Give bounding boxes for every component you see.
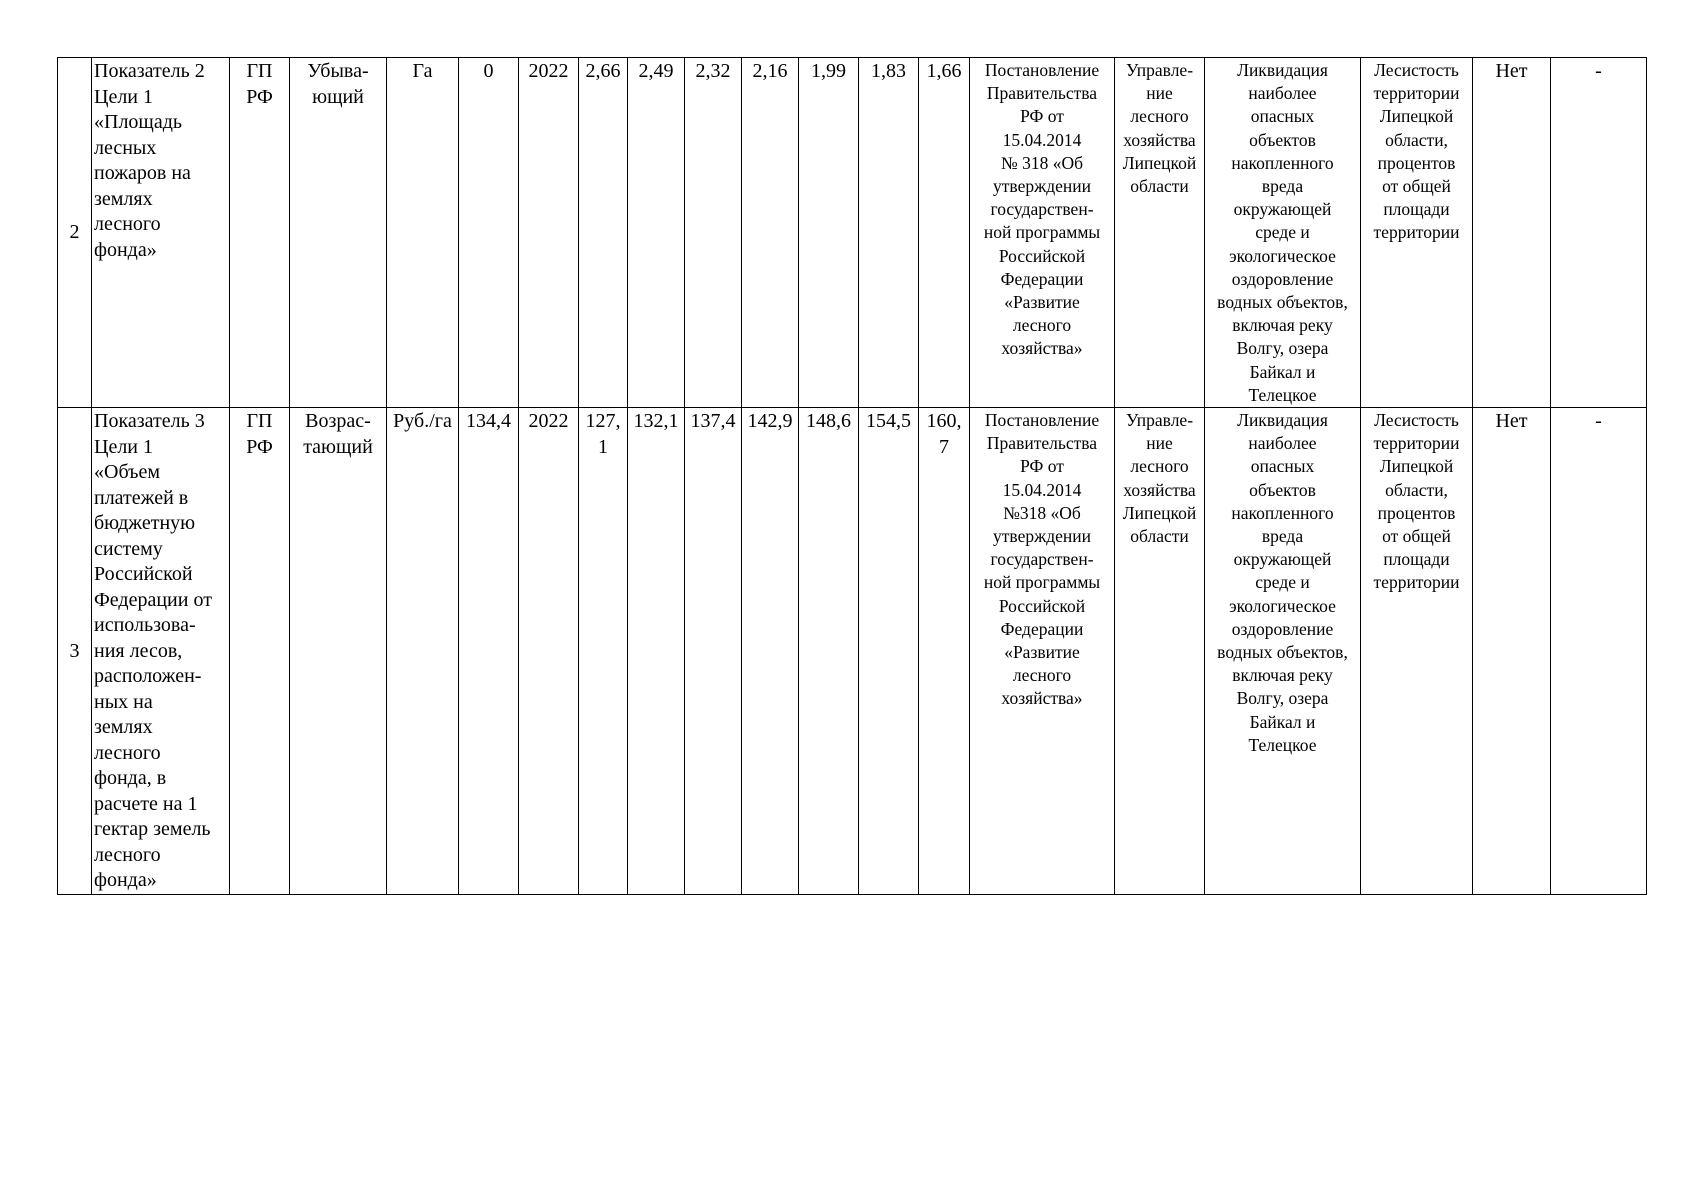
linked-indicator-line: процентов	[1377, 502, 1456, 523]
linked-project-line: Ликвидация	[1237, 410, 1328, 431]
linked-indicator-line: площади	[1383, 549, 1450, 570]
indicator-name-line: систему	[94, 537, 163, 560]
period-value-7-line: 160,	[926, 410, 962, 433]
responsible-body-line: области	[1130, 176, 1189, 197]
trend-direction-line: тающий	[303, 435, 373, 458]
linked-project-line: вреда	[1261, 176, 1304, 197]
trend-direction	[290, 408, 387, 895]
linked-project-line: Телецкое	[1248, 734, 1317, 755]
indicator-name-line: лесного	[94, 843, 161, 866]
source-document-line: лесного	[1012, 315, 1072, 336]
linked-indicator-line: площади	[1383, 199, 1450, 220]
row-number: 2	[58, 58, 92, 408]
program-level	[230, 408, 290, 895]
source-document	[970, 58, 1115, 408]
period-value-3-line: 137,4	[690, 410, 736, 433]
trend-direction-line: Возрас-	[305, 410, 371, 433]
indicator-name-line: Показатель 3	[94, 410, 205, 433]
source-document-line: № 318 «Об	[1001, 152, 1083, 173]
source-document-line: государствен-	[990, 549, 1094, 570]
indicator-name-line: «Площадь	[94, 111, 182, 133]
linked-indicator-line: Лесистость	[1374, 60, 1459, 80]
responsible-body	[1115, 408, 1205, 895]
trend-direction	[290, 58, 387, 408]
responsible-body-line: лесного	[1130, 106, 1189, 127]
linked-project-line: окружающей	[1233, 549, 1332, 570]
linked-indicator-line: области,	[1385, 129, 1448, 150]
responsible-body	[1115, 58, 1205, 408]
linked-project-line: среде и	[1255, 572, 1310, 593]
indicator-name-line: Российской	[94, 563, 193, 586]
linked-project-line: оздоровление	[1231, 268, 1334, 289]
base-value	[459, 408, 519, 895]
period-value-1-line: 127,	[585, 410, 621, 433]
source-document-line: 15.04.2014	[1002, 479, 1082, 500]
linked-project-line: водных объектов,	[1217, 642, 1348, 663]
period-value-4-line: 2,16	[752, 60, 788, 82]
program-level-line: ГП	[246, 410, 273, 433]
row-number: 3	[58, 408, 92, 895]
program-level-line: РФ	[246, 85, 273, 108]
period-value-6	[859, 58, 919, 408]
linked-project	[1205, 408, 1361, 895]
period-value-2-line: 2,49	[638, 60, 674, 82]
indicator-name-line: фонда»	[94, 238, 157, 261]
table-row	[58, 58, 1647, 408]
linked-project-line: Байкал и	[1249, 711, 1316, 732]
linked-project-line: опасных	[1250, 106, 1315, 127]
period-value-7-line: 1,66	[926, 60, 962, 82]
linked-project-line: вреда	[1261, 526, 1304, 547]
linked-project-line: экологическое	[1229, 245, 1336, 266]
source-document-line: «Развитие	[1004, 292, 1080, 313]
trend-direction-line: Убыва-	[307, 60, 369, 82]
indicator-name-line: землях	[94, 187, 153, 210]
indicator-name-line: пожаров на	[94, 162, 191, 184]
period-value-6	[859, 408, 919, 895]
period-value-3	[685, 58, 742, 408]
indicator-name-line: ных на	[94, 690, 153, 713]
indicator-name-line: расположен-	[94, 665, 202, 688]
linked-project-line: оздоровление	[1231, 618, 1334, 639]
indicator-name-line: ния лесов,	[94, 639, 183, 662]
source-document-line: лесного	[1012, 665, 1072, 686]
indicator-name-line: землях	[94, 716, 153, 739]
linked-indicator-line: Липецкой	[1379, 106, 1454, 127]
linked-project-line: накопленного	[1231, 502, 1334, 523]
linked-project-line: Волгу, озера	[1236, 688, 1329, 709]
linked-project-line: экологическое	[1229, 595, 1336, 616]
indicator-name	[92, 408, 230, 895]
indicator-name-line: бюджетную	[94, 512, 196, 535]
unit-of-measure	[387, 58, 459, 408]
period-value-3-line: 2,32	[695, 60, 731, 82]
linked-project-line: накопленного	[1231, 152, 1334, 173]
linked-indicator-line: Лесистость	[1374, 410, 1459, 431]
period-value-5	[799, 58, 859, 408]
unit-of-measure-line: Руб./га	[393, 410, 452, 433]
unit-of-measure	[387, 408, 459, 895]
indicator-name-line: Показатель 2	[94, 60, 205, 82]
indicator-name-line: платежей в	[94, 486, 189, 509]
table-row	[58, 408, 1647, 895]
source-document-line: РФ от	[1020, 106, 1064, 127]
program-level	[230, 58, 290, 408]
source-document-line: хозяйства»	[1001, 338, 1083, 359]
period-value-5	[799, 408, 859, 895]
source-document-line: Постановление	[984, 60, 1100, 80]
period-value-4	[742, 58, 799, 408]
flag-value-line: Нет	[1495, 410, 1528, 433]
indicator-name-line: фонда, в	[94, 767, 167, 790]
period-value-2	[628, 408, 685, 895]
linked-indicator-line: от общей	[1382, 526, 1451, 547]
responsible-body-line: лесного	[1130, 456, 1189, 477]
base-value	[459, 58, 519, 408]
linked-project-line: наиболее	[1248, 83, 1317, 104]
linked-project-line: Телецкое	[1248, 384, 1317, 405]
period-value-7-line: 7	[939, 435, 949, 458]
source-document-line: хозяйства»	[1001, 688, 1083, 709]
indicator-name-line: фонда»	[94, 869, 157, 892]
extra-value	[1551, 58, 1647, 408]
indicators-table	[57, 57, 1647, 895]
base-year-line: 2022	[528, 410, 569, 433]
extra-value-line: -	[1595, 60, 1602, 82]
flag-value	[1473, 408, 1551, 895]
base-year-line: 2022	[528, 60, 569, 82]
linked-indicator-line: территории	[1373, 83, 1460, 104]
linked-indicator-line: процентов	[1377, 152, 1456, 173]
trend-direction-line: ющий	[312, 85, 364, 108]
responsible-body-line: ние	[1146, 83, 1173, 104]
period-value-1-line: 2,66	[585, 60, 621, 82]
period-value-4-line: 142,9	[747, 410, 793, 433]
linked-project-line: окружающей	[1233, 199, 1332, 220]
period-value-5-line: 1,99	[811, 60, 846, 82]
period-value-7	[919, 58, 970, 408]
source-document-line: утверждении	[993, 526, 1091, 547]
table-body	[58, 58, 1647, 895]
flag-value-line: Нет	[1495, 60, 1528, 82]
flag-value	[1473, 58, 1551, 408]
linked-project-line: Ликвидация	[1237, 60, 1328, 80]
indicator-name-line: Федерации от	[94, 588, 212, 611]
base-year	[519, 408, 579, 895]
linked-indicator-line: территории	[1373, 222, 1460, 243]
indicator-name-line: лесного	[94, 213, 161, 235]
period-value-7	[919, 408, 970, 895]
base-value-line: 134,4	[466, 410, 511, 433]
linked-project-line: среде и	[1255, 222, 1310, 243]
indicator-name-line: Цели 1	[94, 435, 154, 458]
indicator-name	[92, 58, 230, 408]
responsible-body-line: хозяйства	[1123, 129, 1196, 150]
base-year	[519, 58, 579, 408]
source-document-line: Правительства	[986, 433, 1098, 454]
source-document-line: Российской	[998, 245, 1086, 266]
period-value-4	[742, 408, 799, 895]
indicator-name-line: гектар земель	[94, 818, 211, 841]
period-value-2-line: 132,1	[633, 410, 679, 433]
period-value-6-line: 1,83	[871, 60, 906, 82]
linked-project-line: включая реку	[1232, 665, 1333, 686]
period-value-2	[628, 58, 685, 408]
responsible-body-line: Липецкой	[1122, 152, 1197, 173]
linked-indicator-line: области,	[1385, 479, 1448, 500]
linked-project-line: наиболее	[1248, 433, 1317, 454]
source-document-line: «Развитие	[1004, 642, 1080, 663]
source-document-line: Постановление	[984, 410, 1100, 431]
linked-project-line: объектов	[1249, 129, 1316, 150]
responsible-body-line: Управле-	[1125, 410, 1194, 431]
responsible-body-line: Липецкой	[1122, 502, 1197, 523]
linked-project-line: опасных	[1250, 456, 1315, 477]
responsible-body-line: ние	[1146, 433, 1173, 454]
source-document-line: утверждении	[993, 176, 1091, 197]
source-document	[970, 408, 1115, 895]
linked-indicator	[1361, 408, 1473, 895]
period-value-3	[685, 408, 742, 895]
source-document-line: ной программы	[983, 572, 1101, 593]
linked-project-line: Волгу, озера	[1236, 338, 1329, 359]
program-level-line: РФ	[246, 435, 273, 458]
source-document-line: Правительства	[986, 83, 1098, 104]
source-document-line: Российской	[998, 595, 1086, 616]
linked-indicator-line: территории	[1373, 572, 1460, 593]
period-value-1	[579, 408, 628, 895]
unit-of-measure-line: Га	[412, 60, 433, 82]
extra-value-line: -	[1595, 410, 1602, 433]
responsible-body-line: хозяйства	[1123, 479, 1196, 500]
linked-project	[1205, 58, 1361, 408]
program-level-line: ГП	[246, 60, 273, 82]
linked-indicator	[1361, 58, 1473, 408]
source-document-line: РФ от	[1020, 456, 1064, 477]
period-value-1	[579, 58, 628, 408]
linked-project-line: объектов	[1249, 479, 1316, 500]
indicator-name-line: расчете на 1	[94, 792, 198, 815]
source-document-line: государствен-	[990, 199, 1094, 220]
period-value-1-line: 1	[598, 435, 608, 458]
indicator-name-line: использова-	[94, 614, 196, 637]
indicator-name-line: Цели 1	[94, 85, 154, 108]
source-document-line: Федерации	[1000, 618, 1084, 639]
linked-indicator-line: Липецкой	[1379, 456, 1454, 477]
base-value-line: 0	[483, 60, 494, 82]
indicator-name-line: лесных	[94, 136, 157, 159]
source-document-line: №318 «Об	[1003, 502, 1081, 523]
responsible-body-line: Управле-	[1125, 60, 1194, 80]
responsible-body-line: области	[1130, 526, 1189, 547]
linked-project-line: водных объектов,	[1217, 292, 1348, 313]
linked-project-line: включая реку	[1232, 315, 1333, 336]
linked-indicator-line: территории	[1373, 433, 1460, 454]
linked-project-line: Байкал и	[1249, 361, 1316, 382]
indicator-name-line: лесного	[94, 741, 161, 764]
linked-indicator-line: от общей	[1382, 176, 1451, 197]
period-value-5-line: 148,6	[806, 410, 851, 433]
source-document-line: 15.04.2014	[1002, 129, 1082, 150]
source-document-line: Федерации	[1000, 268, 1084, 289]
source-document-line: ной программы	[983, 222, 1101, 243]
extra-value	[1551, 408, 1647, 895]
period-value-6-line: 154,5	[866, 410, 911, 433]
indicator-name-line: «Объем	[94, 461, 160, 484]
